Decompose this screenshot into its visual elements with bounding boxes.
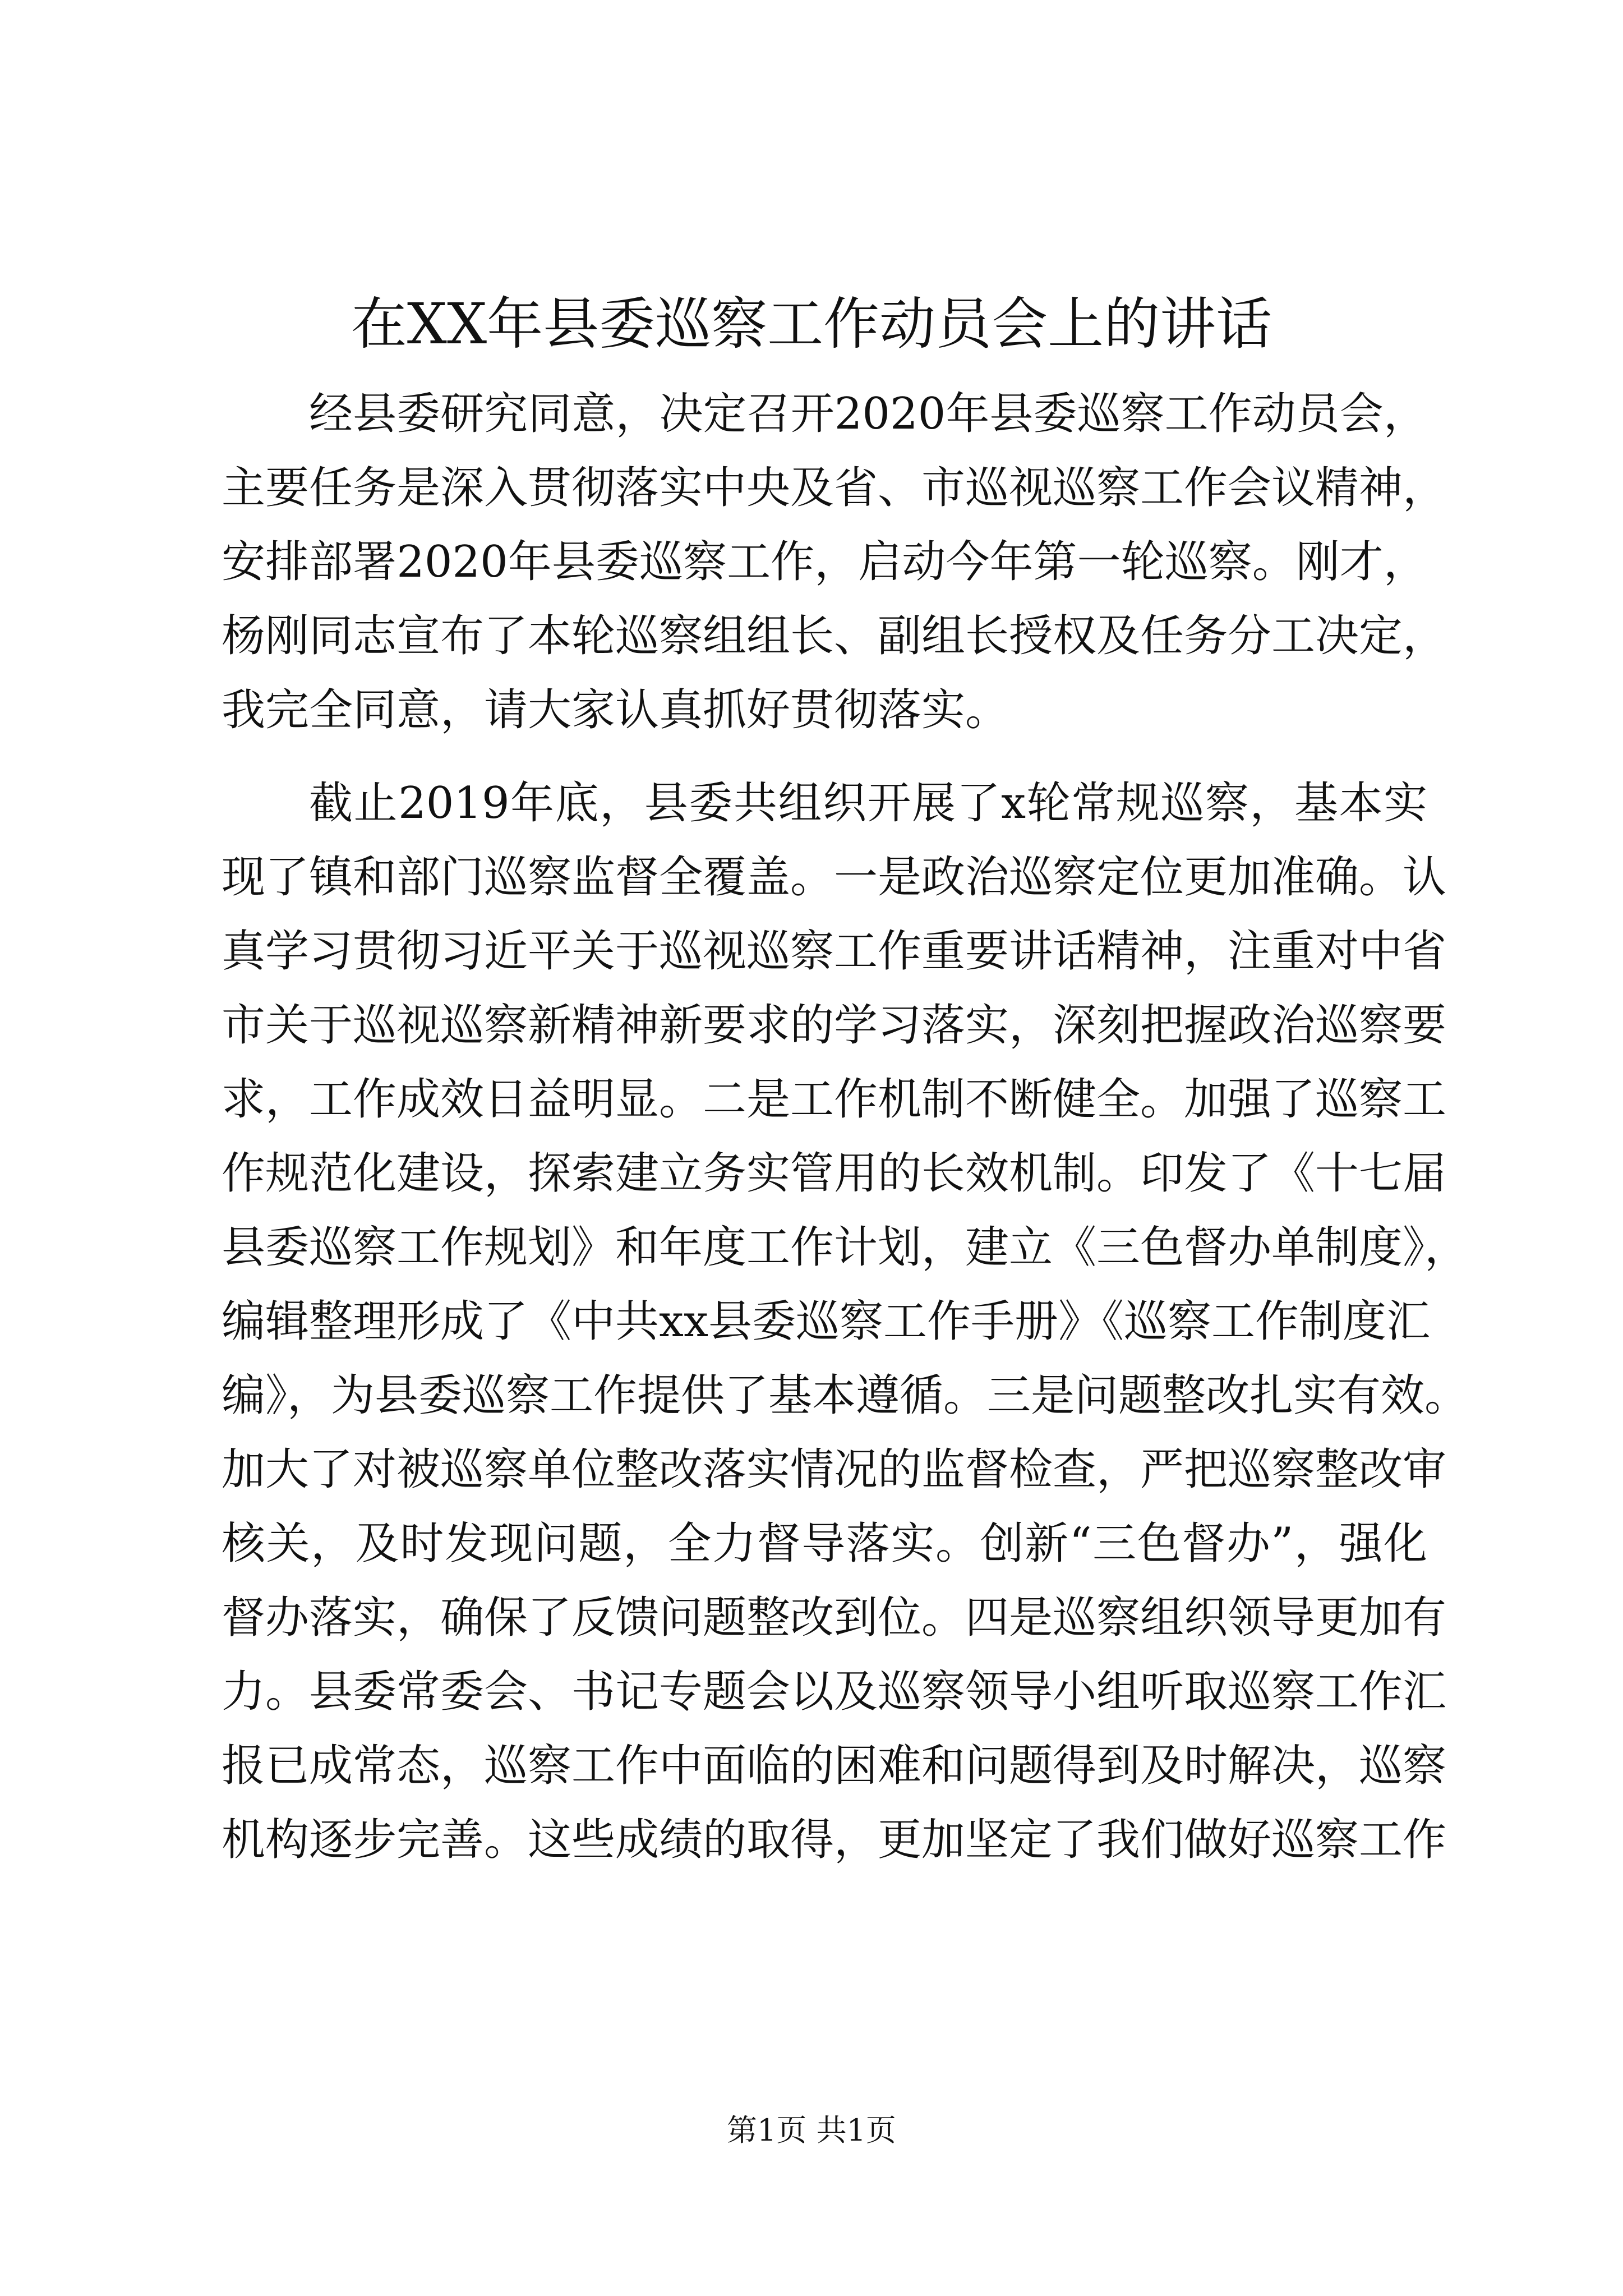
text-line: 县委巡察工作规划》和年度工作计划，建立《三色督办单制度》， — [222, 1222, 1469, 1273]
text-line: 核关，及时发现问题，全力督导落实。创新“三色督办”，强化 — [222, 1519, 1427, 1569]
text-line: 现了镇和部门巡察监督全覆盖。一是政治巡察定位更加准确。认 — [222, 852, 1447, 903]
text-line: 我完全同意，请大家认真抓好贯彻落实。 — [222, 685, 1009, 735]
paragraph-1 — [222, 377, 1447, 747]
text-line: 报已成常态，巡察工作中面临的困难和问题得到及时解决，巡察 — [222, 1741, 1447, 1791]
paragraph-2 — [222, 766, 1469, 1877]
paragraph-gap — [222, 747, 1427, 766]
document-title: 在XX年县委巡察工作动员会上的讲话 — [351, 291, 1272, 357]
text-line: 主要任务是深入贯彻落实中央及省、市巡视巡察工作会议精神， — [222, 463, 1447, 513]
text-line: 作规范化建设，探索建立务实管用的长效机制。印发了《十七届 — [222, 1148, 1447, 1199]
text-line: 督办落实，确保了反馈问题整改到位。四是巡察组织领导更加有 — [222, 1593, 1447, 1643]
text-line: 市关于巡视巡察新精神新要求的学习落实，深刻把握政治巡察要 — [222, 1000, 1447, 1051]
text-line: 截止2019年底，县委共组织开展了x轮常规巡察，基本实 — [309, 778, 1427, 829]
page-footer: 第1页 共1页 — [727, 2113, 896, 2148]
text-line: 求，工作成效日益明显。二是工作机制不断健全。加强了巡察工 — [222, 1074, 1447, 1125]
text-line: 机构逐步完善。这些成绩的取得，更加坚定了我们做好巡察工作 — [222, 1815, 1447, 1865]
text-line: 真学习贯彻习近平关于巡视巡察工作重要讲话精神，注重对中省 — [222, 926, 1447, 977]
text-line: 经县委研究同意，决定召开2020年县委巡察工作动员会， — [309, 389, 1427, 439]
text-line: 编》，为县委巡察工作提供了基本遵循。三是问题整改扎实有效。 — [222, 1370, 1469, 1421]
text-line: 安排部署2020年县委巡察工作，启动今年第一轮巡察。刚才， — [222, 537, 1427, 587]
text-line: 加大了对被巡察单位整改落实情况的监督检查，严把巡察整改审 — [222, 1444, 1447, 1495]
document-body — [222, 377, 1469, 1877]
text-line: 杨刚同志宣布了本轮巡察组组长、副组长授权及任务分工决定， — [222, 611, 1447, 661]
text-line: 编辑整理形成了《中共xx县委巡察工作手册》《巡察工作制度汇 — [222, 1296, 1430, 1347]
text-line: 力。县委常委会、书记专题会以及巡察领导小组听取巡察工作汇 — [222, 1667, 1447, 1717]
